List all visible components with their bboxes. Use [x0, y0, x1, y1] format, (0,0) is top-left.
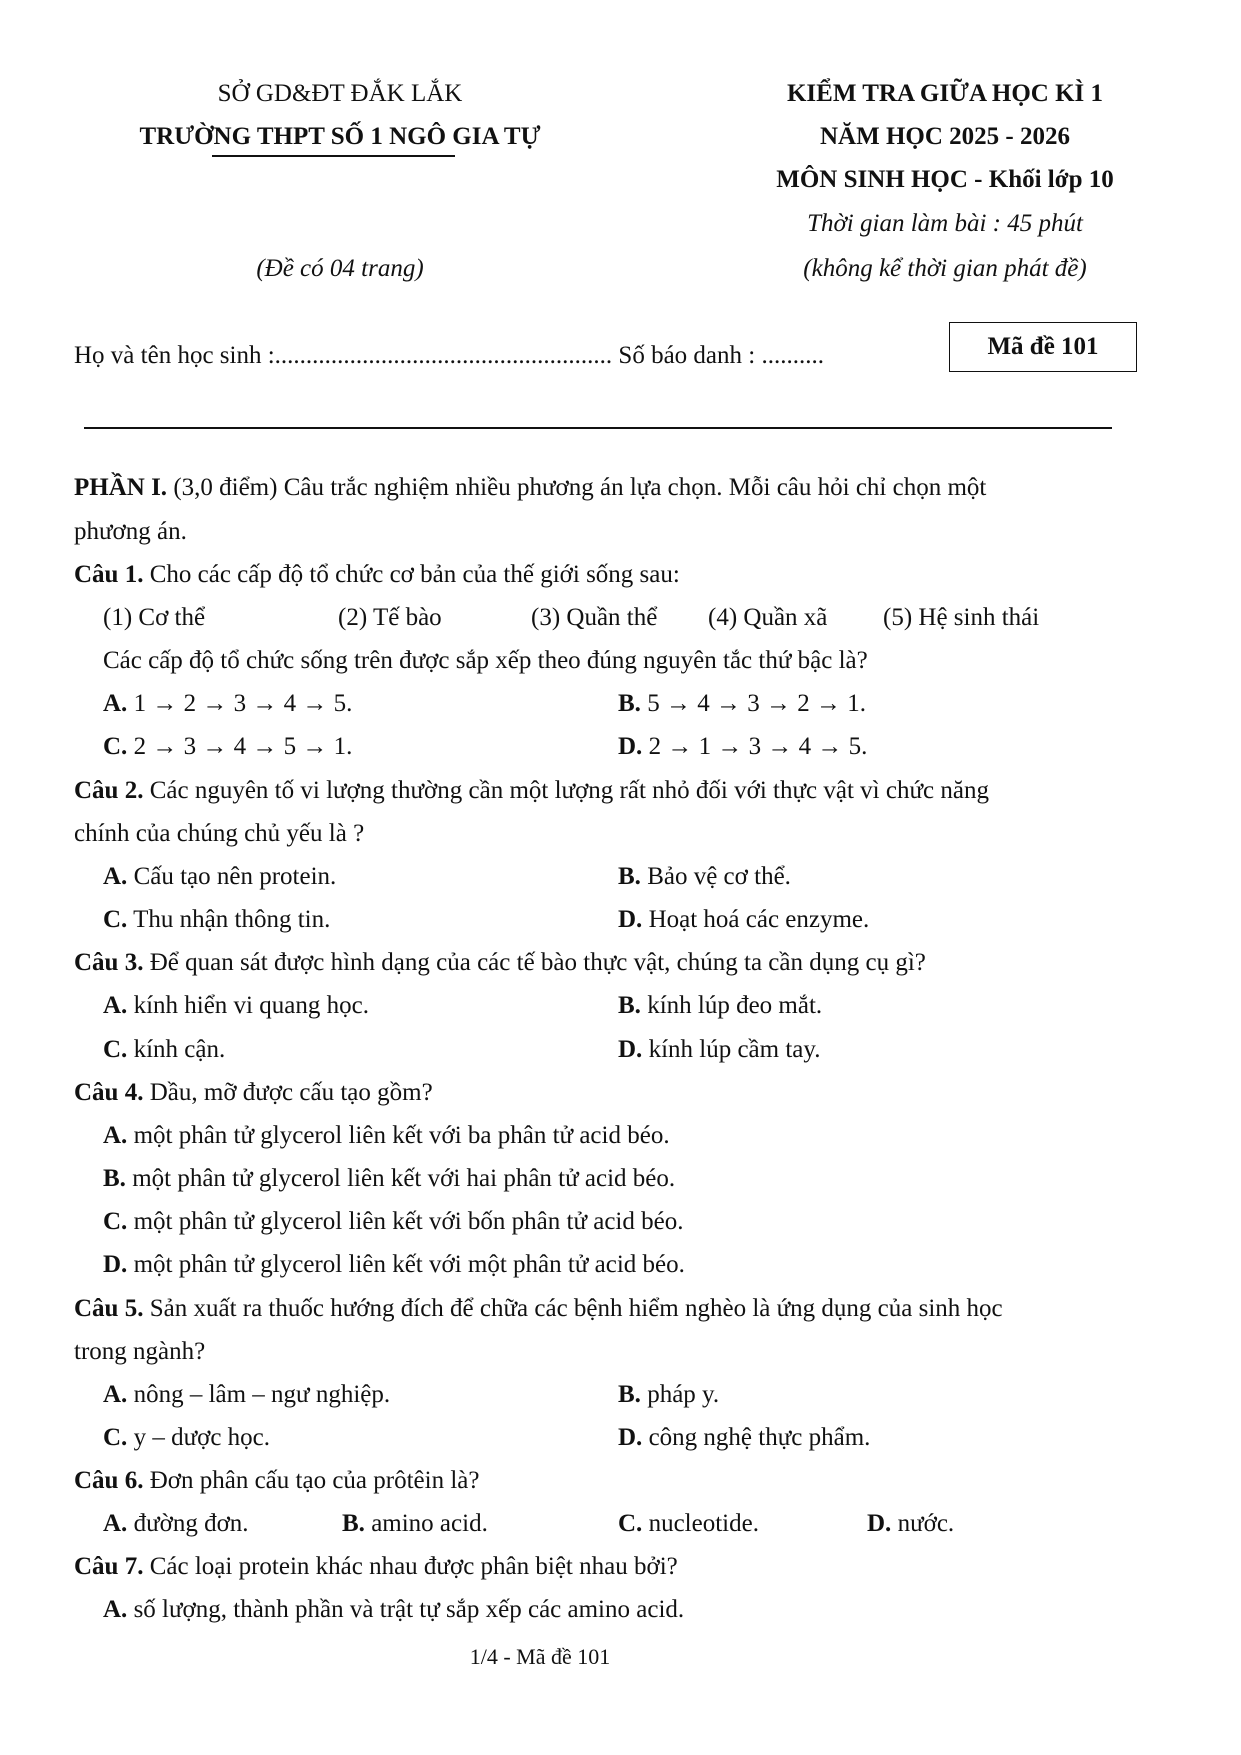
option-letter: D.: [618, 906, 643, 933]
part1-heading: [74, 474, 986, 503]
question-6-text: Đơn phân cấu tạo của prôtêin là?: [143, 1467, 480, 1494]
option-text: Thu nhận thông tin.: [133, 906, 331, 933]
part1-description-cont: phương án.: [74, 518, 187, 545]
option-letter: A.: [103, 1122, 128, 1149]
school-underline: [212, 155, 455, 157]
question-4: [74, 1079, 433, 1108]
question-1-item-1: (1) Cơ thể: [103, 604, 206, 631]
option-text: kính cận.: [133, 1036, 226, 1063]
q2-option-c[interactable]: [103, 906, 330, 935]
subject-line: MÔN SINH HỌC - Khối lớp 10: [776, 166, 1114, 193]
option-letter: A.: [103, 1381, 128, 1408]
option-text: amino acid.: [371, 1510, 488, 1537]
option-letter: D.: [618, 1036, 643, 1063]
pages-note: (Đề có 04 trang): [256, 255, 424, 282]
option-text: công nghệ thực phẩm.: [648, 1424, 871, 1451]
question-3: [74, 949, 926, 978]
q5-option-a[interactable]: [103, 1381, 390, 1410]
question-1-text: Cho các cấp độ tổ chức cơ bản của thế giới sống sau:: [143, 561, 680, 588]
header-divider: [84, 427, 1112, 429]
student-id-blank[interactable]: ..........: [761, 342, 824, 369]
question-1-label: Câu 1.: [74, 561, 144, 588]
option-letter: B.: [618, 1381, 641, 1408]
option-text: nông – lâm – ngư nghiệp.: [133, 1381, 391, 1408]
option-letter: B.: [618, 690, 641, 717]
option-text: 2 → 3 → 4 → 5 → 1.: [133, 733, 353, 760]
student-name-blank[interactable]: ......................................................: [274, 342, 613, 369]
page-footer: 1/4 - Mã đề 101: [469, 1644, 611, 1669]
option-letter: A.: [103, 863, 128, 890]
q2-option-a[interactable]: [103, 863, 336, 892]
question-4-label: Câu 4.: [74, 1079, 144, 1106]
option-text: 5 → 4 → 3 → 2 → 1.: [647, 690, 866, 717]
option-letter: C.: [103, 1036, 128, 1063]
q7-option-a[interactable]: [103, 1596, 684, 1625]
question-1-item-3: (3) Quần thể: [531, 604, 658, 631]
student-name-label: Họ và tên học sinh :: [74, 342, 275, 369]
question-7-text: Các loại protein khác nhau được phân biệt nhau bởi?: [143, 1553, 678, 1580]
option-letter: A.: [103, 690, 128, 717]
exam-title: KIỂM TRA GIỮA HỌC KÌ 1: [786, 80, 1103, 107]
exam-time-note: (không kể thời gian phát đề): [803, 255, 1087, 282]
q5-option-c[interactable]: [103, 1424, 270, 1453]
option-text: 1 → 2 → 3 → 4 → 5.: [133, 690, 353, 717]
question-1-item-4: (4) Quần xã: [708, 604, 828, 631]
question-5-text-cont: trong ngành?: [74, 1338, 206, 1365]
q3-option-b[interactable]: [618, 992, 822, 1021]
question-3-label: Câu 3.: [74, 949, 144, 976]
student-id-label: Số báo danh :: [618, 342, 756, 369]
option-letter: B.: [342, 1510, 365, 1537]
q3-option-d[interactable]: [618, 1036, 821, 1065]
question-7: [74, 1553, 678, 1582]
q1-option-d[interactable]: [618, 733, 867, 762]
option-text: một phân tử glycerol liên kết với ba phân tử acid béo.: [133, 1122, 670, 1149]
question-6-label: Câu 6.: [74, 1467, 144, 1494]
option-letter: C.: [103, 1208, 128, 1235]
q4-option-b[interactable]: [103, 1165, 675, 1194]
question-5-text: Sản xuất ra thuốc hướng đích để chữa các bệnh hiểm nghèo là ứng dụng của sinh học: [143, 1295, 1003, 1322]
option-text: kính hiển vi quang học.: [133, 992, 369, 1019]
option-letter: D.: [618, 733, 643, 760]
option-letter: A.: [103, 992, 128, 1019]
option-text: y – dược học.: [133, 1424, 271, 1451]
option-text: pháp y.: [647, 1381, 720, 1408]
q4-option-c[interactable]: [103, 1208, 683, 1237]
part1-title: PHẦN I.: [74, 474, 168, 501]
option-text: một phân tử glycerol liên kết với hai phân tử acid béo.: [132, 1165, 676, 1192]
question-2-text-cont: chính của chúng chủ yếu là ?: [74, 820, 365, 847]
option-text: kính lúp cầm tay.: [648, 1036, 821, 1063]
option-letter: D.: [618, 1424, 643, 1451]
option-text: Bảo vệ cơ thể.: [647, 863, 791, 890]
option-letter: A.: [103, 1510, 128, 1537]
exam-time: Thời gian làm bài : 45 phút: [807, 210, 1083, 237]
question-7-label: Câu 7.: [74, 1553, 144, 1580]
q1-option-a[interactable]: [103, 690, 352, 719]
option-letter: C.: [103, 906, 128, 933]
q5-option-d[interactable]: [618, 1424, 870, 1453]
question-2-label: Câu 2.: [74, 777, 144, 804]
option-letter: B.: [103, 1165, 126, 1192]
student-info-line: [74, 342, 824, 371]
option-text: đường đơn.: [133, 1510, 249, 1537]
option-letter: B.: [618, 992, 641, 1019]
q2-option-d[interactable]: [618, 906, 869, 935]
part1-description: (3,0 điểm) Câu trắc nghiệm nhiều phương án lựa chọn. Mỗi câu hỏi chỉ chọn một: [167, 474, 987, 501]
department-name: SỞ GD&ĐT ĐẮK LẮK: [217, 80, 463, 107]
q2-option-b[interactable]: [618, 863, 791, 892]
option-letter: B.: [618, 863, 641, 890]
question-5-label: Câu 5.: [74, 1295, 144, 1322]
option-text: số lượng, thành phần và trật tự sắp xếp các amino acid.: [133, 1596, 685, 1623]
q3-option-c[interactable]: [103, 1036, 225, 1065]
option-letter: D.: [867, 1510, 892, 1537]
exam-code-box: [949, 322, 1137, 372]
option-text: nước.: [897, 1510, 955, 1537]
q6-option-b[interactable]: [342, 1510, 488, 1539]
school-year: NĂM HỌC 2025 - 2026: [820, 123, 1070, 150]
option-text: 2 → 1 → 3 → 4 → 5.: [648, 733, 868, 760]
q1-option-c[interactable]: [103, 733, 352, 762]
question-2: [74, 777, 989, 806]
question-1-item-5: (5) Hệ sinh thái: [883, 604, 1040, 631]
option-text: nucleotide.: [648, 1510, 759, 1537]
question-6: [74, 1467, 479, 1496]
q5-option-b[interactable]: [618, 1381, 719, 1410]
option-letter: C.: [618, 1510, 643, 1537]
question-1-item-2: (2) Tế bào: [338, 604, 442, 631]
option-letter: A.: [103, 1596, 128, 1623]
question-1: [74, 561, 680, 590]
q6-option-d[interactable]: [867, 1510, 954, 1539]
q4-option-a[interactable]: [103, 1122, 670, 1151]
option-letter: D.: [103, 1251, 128, 1278]
option-letter: C.: [103, 733, 128, 760]
exam-code: Mã đề 101: [987, 333, 1099, 360]
q6-option-c[interactable]: [618, 1510, 759, 1539]
question-1-subtext: Các cấp độ tổ chức sống trên được sắp xếp theo đúng nguyên tắc thứ bậc là?: [103, 647, 868, 674]
option-text: một phân tử glycerol liên kết với bốn phân tử acid béo.: [133, 1208, 684, 1235]
option-text: Cấu tạo nên protein.: [133, 863, 337, 890]
option-text: Hoạt hoá các enzyme.: [648, 906, 870, 933]
q3-option-a[interactable]: [103, 992, 369, 1021]
question-2-text: Các nguyên tố vi lượng thường cần một lượng rất nhỏ đối với thực vật vì chức năng: [143, 777, 989, 804]
question-3-text: Để quan sát được hình dạng của các tế bào thực vật, chúng ta cần dụng cụ gì?: [143, 949, 926, 976]
option-text: kính lúp đeo mắt.: [647, 992, 823, 1019]
question-4-text: Dầu, mỡ được cấu tạo gồm?: [143, 1079, 433, 1106]
q1-option-b[interactable]: [618, 690, 866, 719]
option-text: một phân tử glycerol liên kết với một phân tử acid béo.: [133, 1251, 685, 1278]
q4-option-d[interactable]: [103, 1251, 685, 1280]
option-letter: C.: [103, 1424, 128, 1451]
question-5: [74, 1295, 1003, 1324]
school-name: TRƯỜNG THPT SỐ 1 NGÔ GIA TỰ: [139, 123, 541, 150]
q6-option-a[interactable]: [103, 1510, 249, 1539]
